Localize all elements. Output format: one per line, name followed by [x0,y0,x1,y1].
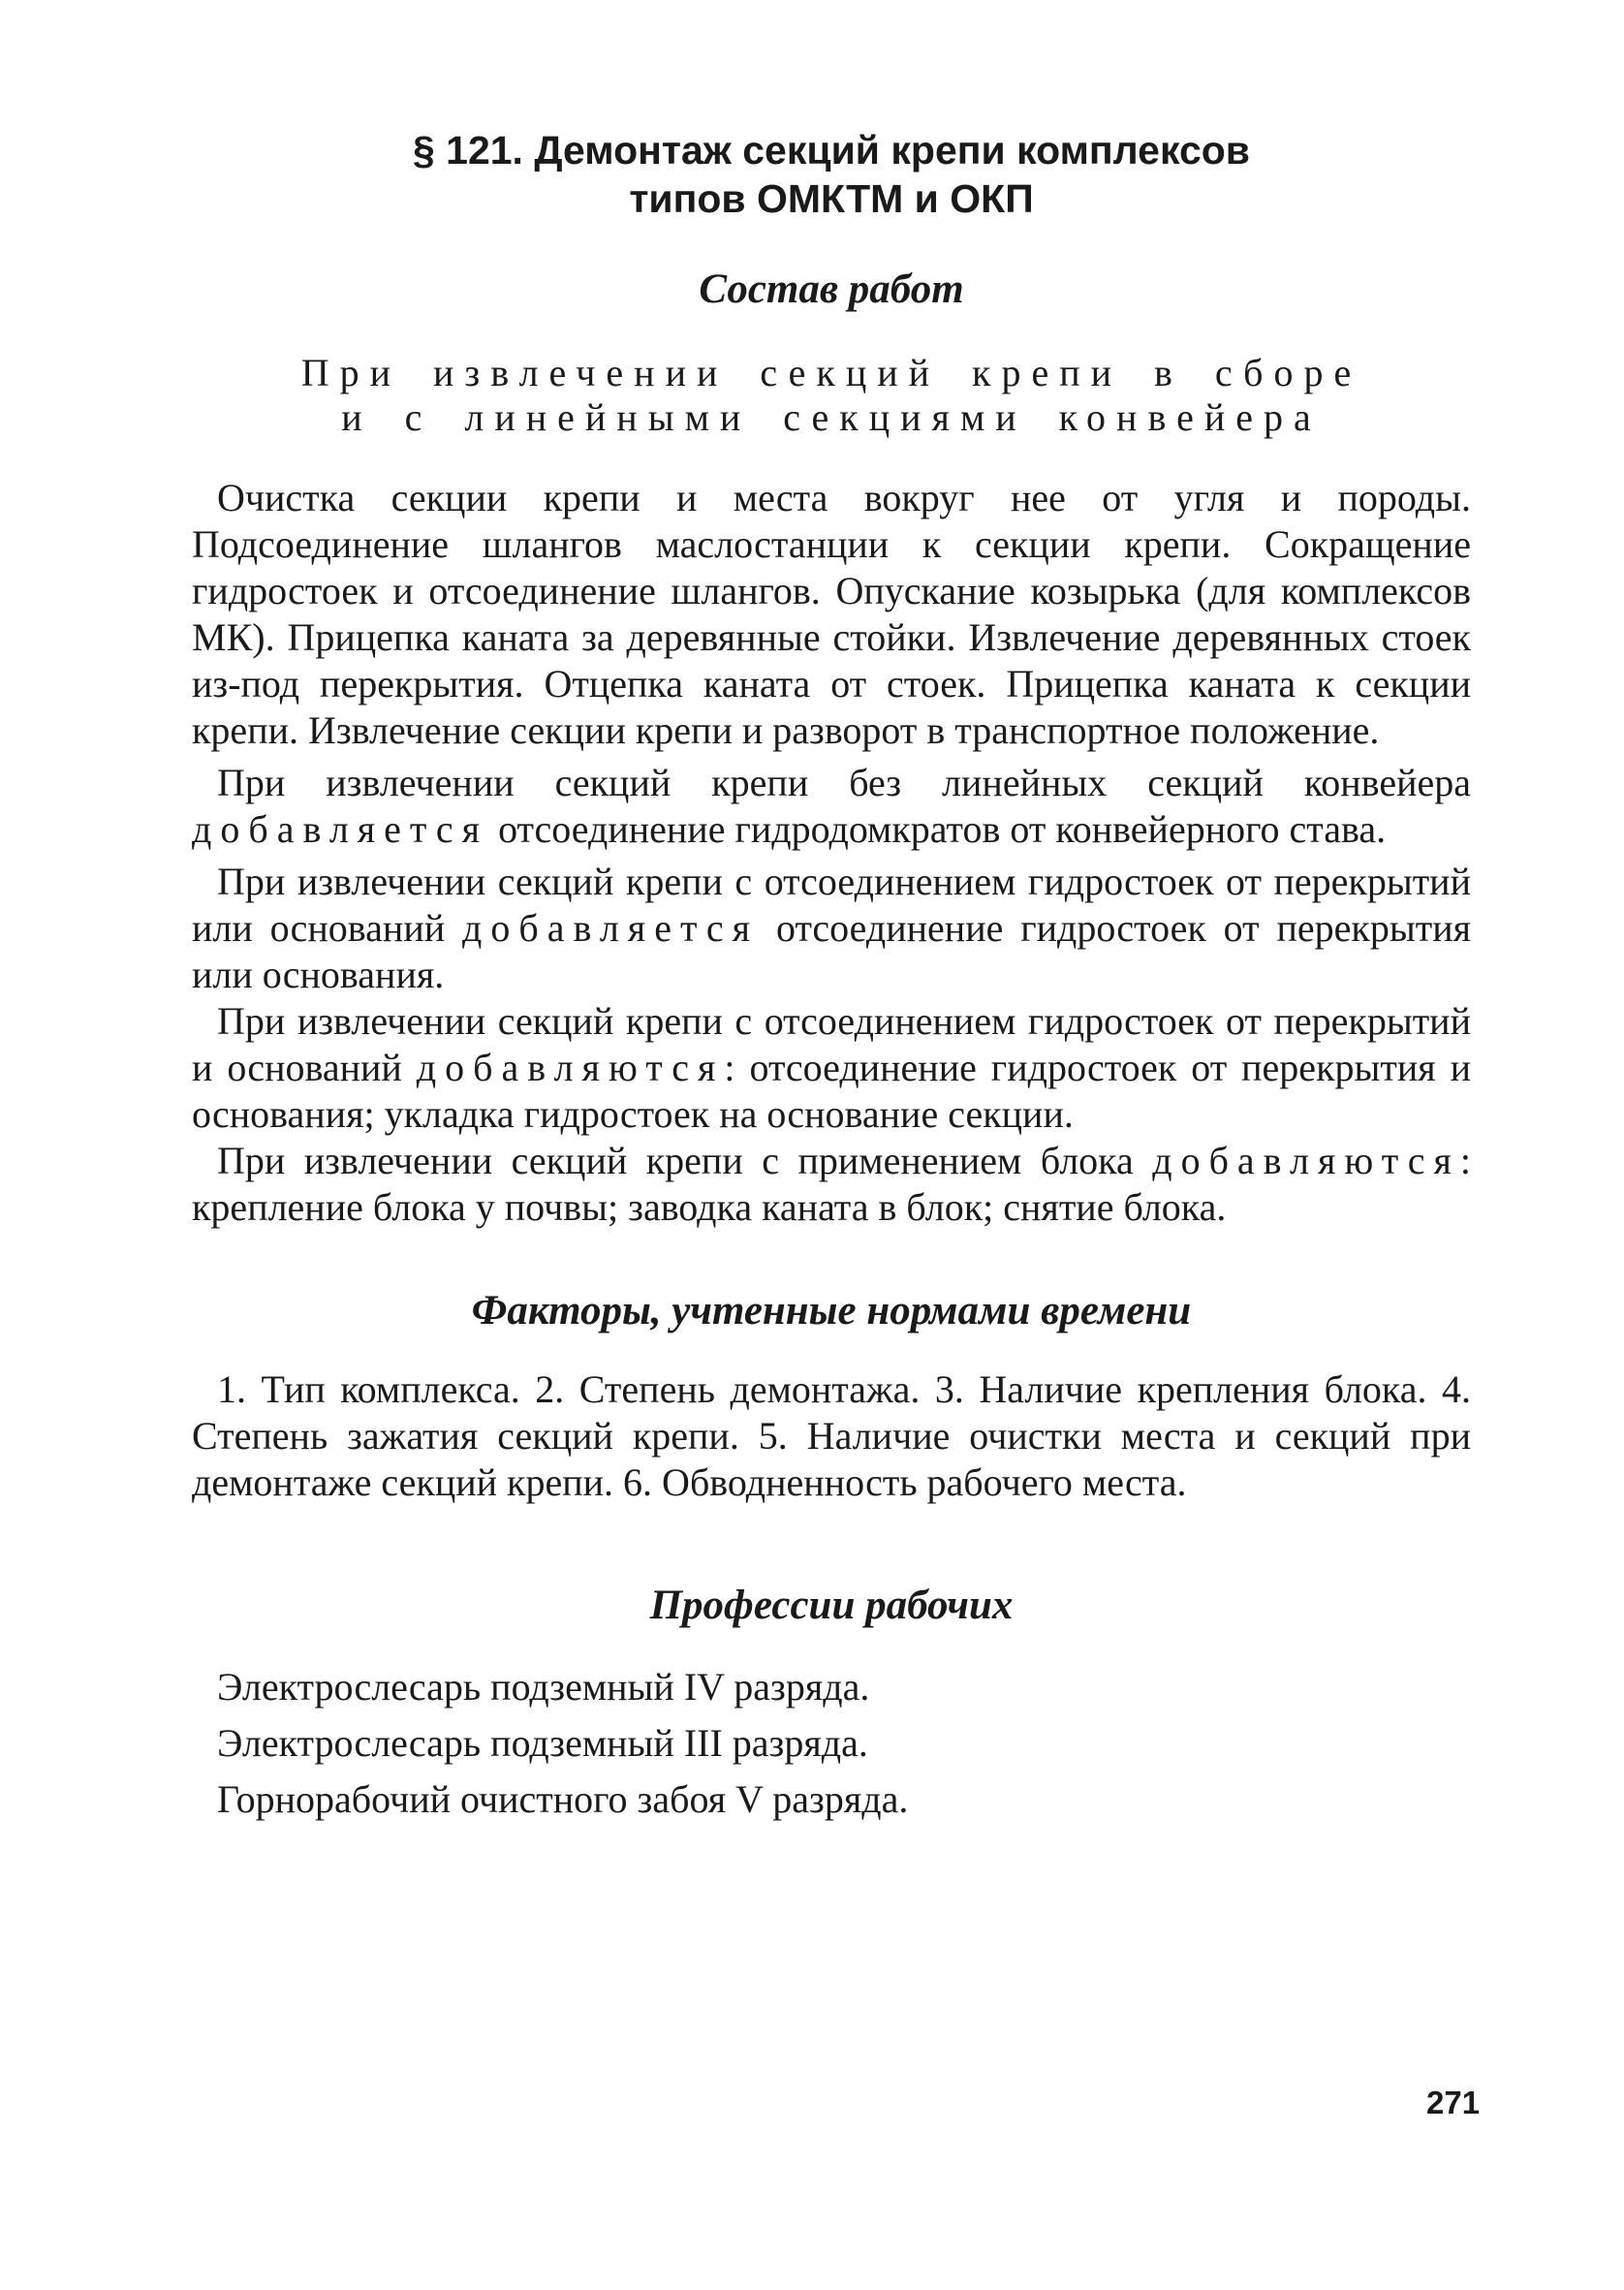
composition-subheading-line-1: При извлечении секций крепи в сборе [300,351,1362,394]
profession-item: Горнорабочий очистного забоя V разряда. [217,1777,909,1821]
p2-text-a: При извлечении секций крепи без линейных секций конвейера [217,761,1471,804]
p4-text-a: При извлечении секций крепи с отсоединением гидростоек от перекрытий и оснований [192,999,1471,1089]
p3-emphasis: добавляется [462,906,760,950]
composition-paragraph-3 [192,859,1471,998]
composition-paragraph-4 [192,998,1471,1138]
p4-emphasis: добавляются [416,1046,725,1089]
page-content [192,126,1471,1828]
p3-text-a: При извлечении секций крепи с отсоединением гидростоек от перекрытий или оснований [192,860,1471,950]
composition-heading: Состав работ [699,267,964,312]
p5-emphasis: добавляются [1152,1139,1460,1182]
page-number: 271 [1426,2085,1481,2120]
composition-subheading [192,351,1471,440]
p5-text-a: При извлечении секций крепи с применением блока [217,1139,1153,1182]
section-title-line-2: типов ОМКТМ и ОКП [629,176,1034,221]
composition-subheading-line-2: и с линейными секциями конвейера [341,395,1322,439]
professions-heading: Профессии рабочих [649,1583,1014,1628]
professions-list [192,1659,1471,1828]
p2-text-c: отсоединение гидродомкратов от конвейерного става. [488,807,1387,851]
composition-paragraph-5 [192,1138,1471,1231]
composition-paragraph-1: Очистка секции крепи и места вокруг нее от угля и породы. Подсоединение шлангов маслостанции к секции крепи. Сокращение гидростоек и отсоединение шлангов. Опускание козырька (для комплексов МК). Прицепка каната за деревянные стойки. Извлечение деревянных стоек из-под перекрытия. Отцепка каната от стоек. Прицепка каната к секции крепи. Извлечение секции крепи и разворот в транспортное положение. [192,476,1471,752]
profession-item: Электрослесарь подземный III разряда. [217,1721,868,1765]
factors-heading: Факторы, учтенные нормами времени [471,1288,1192,1333]
composition-paragraph-2 [192,760,1471,853]
p2-emphasis: добавляется [192,807,489,851]
profession-item: Электрослесарь подземный IV разряда. [217,1665,870,1709]
factors-text: 1. Тип комплекса. 2. Степень демонтажа. 3. Наличие крепления блока. 4. Степень зажатия секций крепи. 5. Наличие очистки места и секций при демонтаже секций крепи. 6. Обводненность рабочего места. [192,1367,1471,1504]
section-title-line-1: § 121. Демонтаж секций крепи комплексов [412,128,1251,173]
p3-text-c: отсоединение гидростоек от перекрытия или основания. [192,906,1472,996]
p4-text-c: : отсоединение гидростоек от перекрытия и основания; укладка гидростоек на основание секции. [192,1046,1471,1136]
p5-text-c: : крепление блока у почвы; заводка каната в блок; снятие блока. [192,1139,1471,1229]
section-title [192,126,1471,223]
